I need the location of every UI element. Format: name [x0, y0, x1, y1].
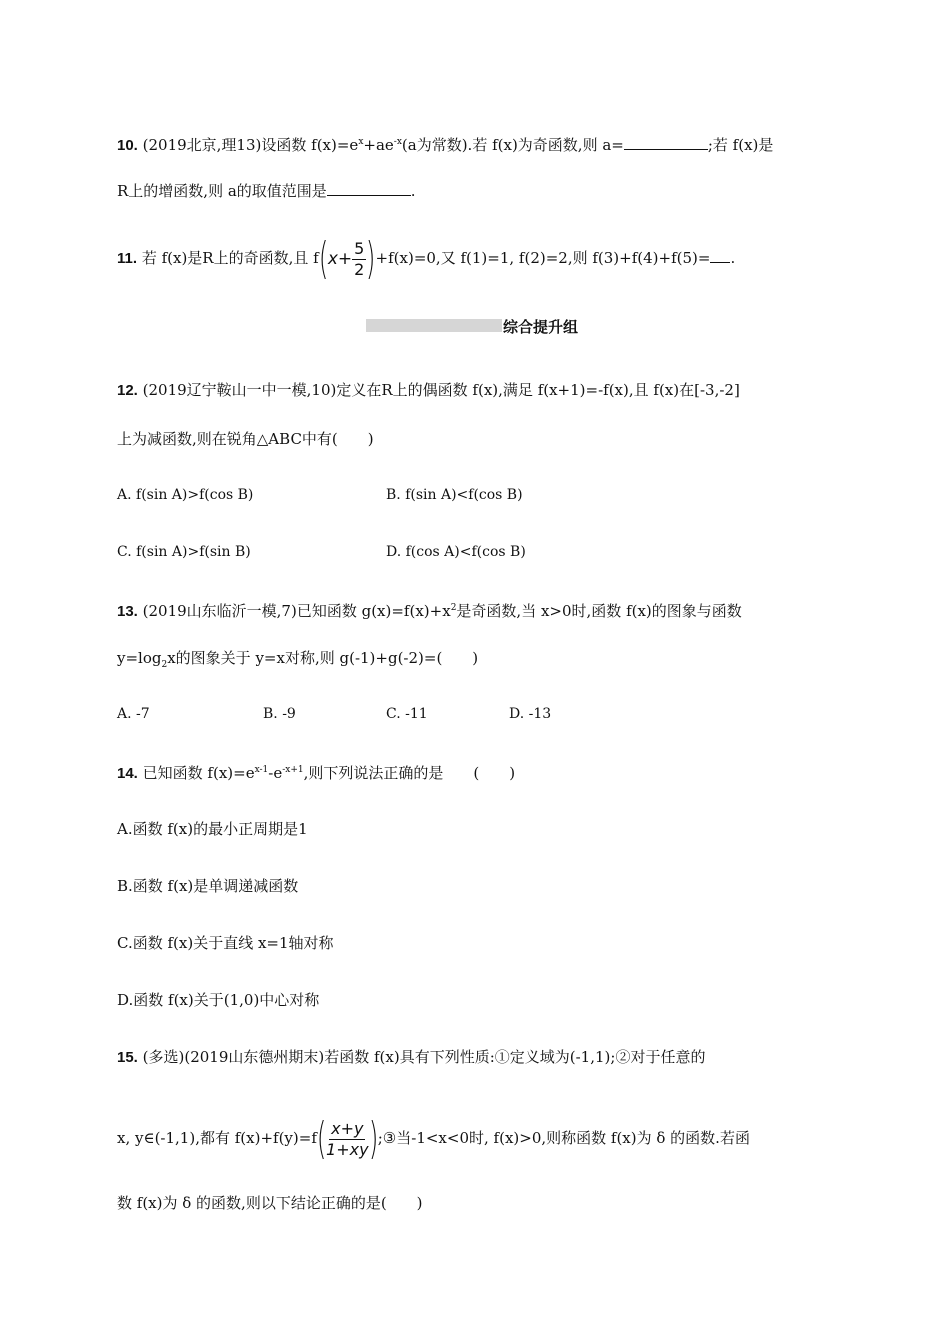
q14-number: 14.: [117, 765, 138, 782]
q12-option-a[interactable]: A. f(sin A)>f(cos B): [117, 487, 254, 503]
q14-option-a[interactable]: A.函数 f(x)的最小正周期是1: [117, 820, 308, 838]
q10-line2: R上的增函数,则 a的取值范围是 .: [117, 182, 416, 200]
left-paren: (: [318, 233, 328, 284]
q13-number: 13.: [117, 603, 138, 620]
q14-option-d[interactable]: D.函数 f(x)关于(1,0)中心对称: [117, 991, 320, 1009]
left-paren: (: [316, 1113, 327, 1164]
q15-line3: 数 f(x)为 δ 的函数,则以下结论正确的是( ): [117, 1194, 423, 1212]
q11-number: 11.: [117, 250, 138, 267]
q15-line2: x, y∈(-1,1),都有 f(x)+f(y)=f( $\frac{x+y}{1+xy}$ );③当-1<x<0时, f(x)>0,则称函数 f(x)为 δ 的函数.若函: [117, 1113, 750, 1164]
q14-line1: 14. 已知函数 $f(x)=e^{x-1}-e^{-x+1}$,则下列说法正确的是 ( ): [117, 764, 516, 782]
q11-line: 11. 若 f(x)是R上的奇函数,且 f(x+ $\frac{5}{2}$ )+f(x)=0,又 f(1)=1, f(2)=2,则 f(3)+f(4)+f(5)= .: [117, 233, 736, 284]
right-paren: ): [366, 233, 376, 284]
q14-option-b[interactable]: B.函数 f(x)是单调递减函数: [117, 877, 299, 895]
q14-option-c[interactable]: C.函数 f(x)关于直线 x=1轴对称: [117, 934, 334, 952]
q10-line1: 10. (2019北京,理13)设函数 $f(x)=e^x+ae^{-x}(a$为常数).若 f(x)为奇函数,则 a= ;若 f(x)是: [117, 136, 774, 154]
section-title: 综合提升组: [503, 318, 579, 336]
q12-line1: 12. (2019辽宁鞍山一中一模,10)定义在R上的偶函数 f(x),满足 f(x+1)=-f(x),且 f(x)在[-3,-2]: [117, 381, 740, 399]
fraction: $\frac{5}{2}$: [354, 238, 365, 279]
q12-number: 12.: [117, 382, 138, 399]
answer-blank[interactable]: [624, 135, 708, 150]
q13-line1: 13. (2019山东临沂一模,7)已知函数 $g(x)=f(x)+x^2$是奇函数,当 x>0时,函数 f(x)的图象与函数: [117, 602, 742, 620]
section-bar: [366, 319, 502, 332]
q13-option-d[interactable]: D. -13: [509, 706, 552, 722]
q13-line2: $y=\log_2x$的图象关于 y=x对称,则 g(-1)+g(-2)=( ): [117, 649, 479, 670]
fraction: $\frac{x+y}{1+xy}$: [326, 1118, 369, 1159]
q12-option-d[interactable]: D. f(cos A)<f(cos B): [386, 544, 526, 560]
answer-blank[interactable]: [327, 181, 411, 196]
q12-line2: 上为减函数,则在锐角△ABC中有( ): [117, 430, 374, 448]
q15-number: 15.: [117, 1049, 138, 1066]
q13-option-c[interactable]: C. -11: [386, 706, 428, 722]
q12-option-c[interactable]: C. f(sin A)>f(sin B): [117, 544, 251, 560]
q15-line1: 15. (多选)(2019山东德州期末)若函数 f(x)具有下列性质:①定义域为(-1,1);②对于任意的: [117, 1048, 706, 1066]
q13-option-a[interactable]: A. -7: [117, 706, 150, 722]
q13-option-b[interactable]: B. -9: [263, 706, 296, 722]
right-paren: ): [368, 1113, 378, 1164]
q12-option-b[interactable]: B. f(sin A)<f(cos B): [386, 487, 523, 503]
q10-number: 10.: [117, 137, 138, 154]
answer-blank[interactable]: [710, 248, 730, 263]
